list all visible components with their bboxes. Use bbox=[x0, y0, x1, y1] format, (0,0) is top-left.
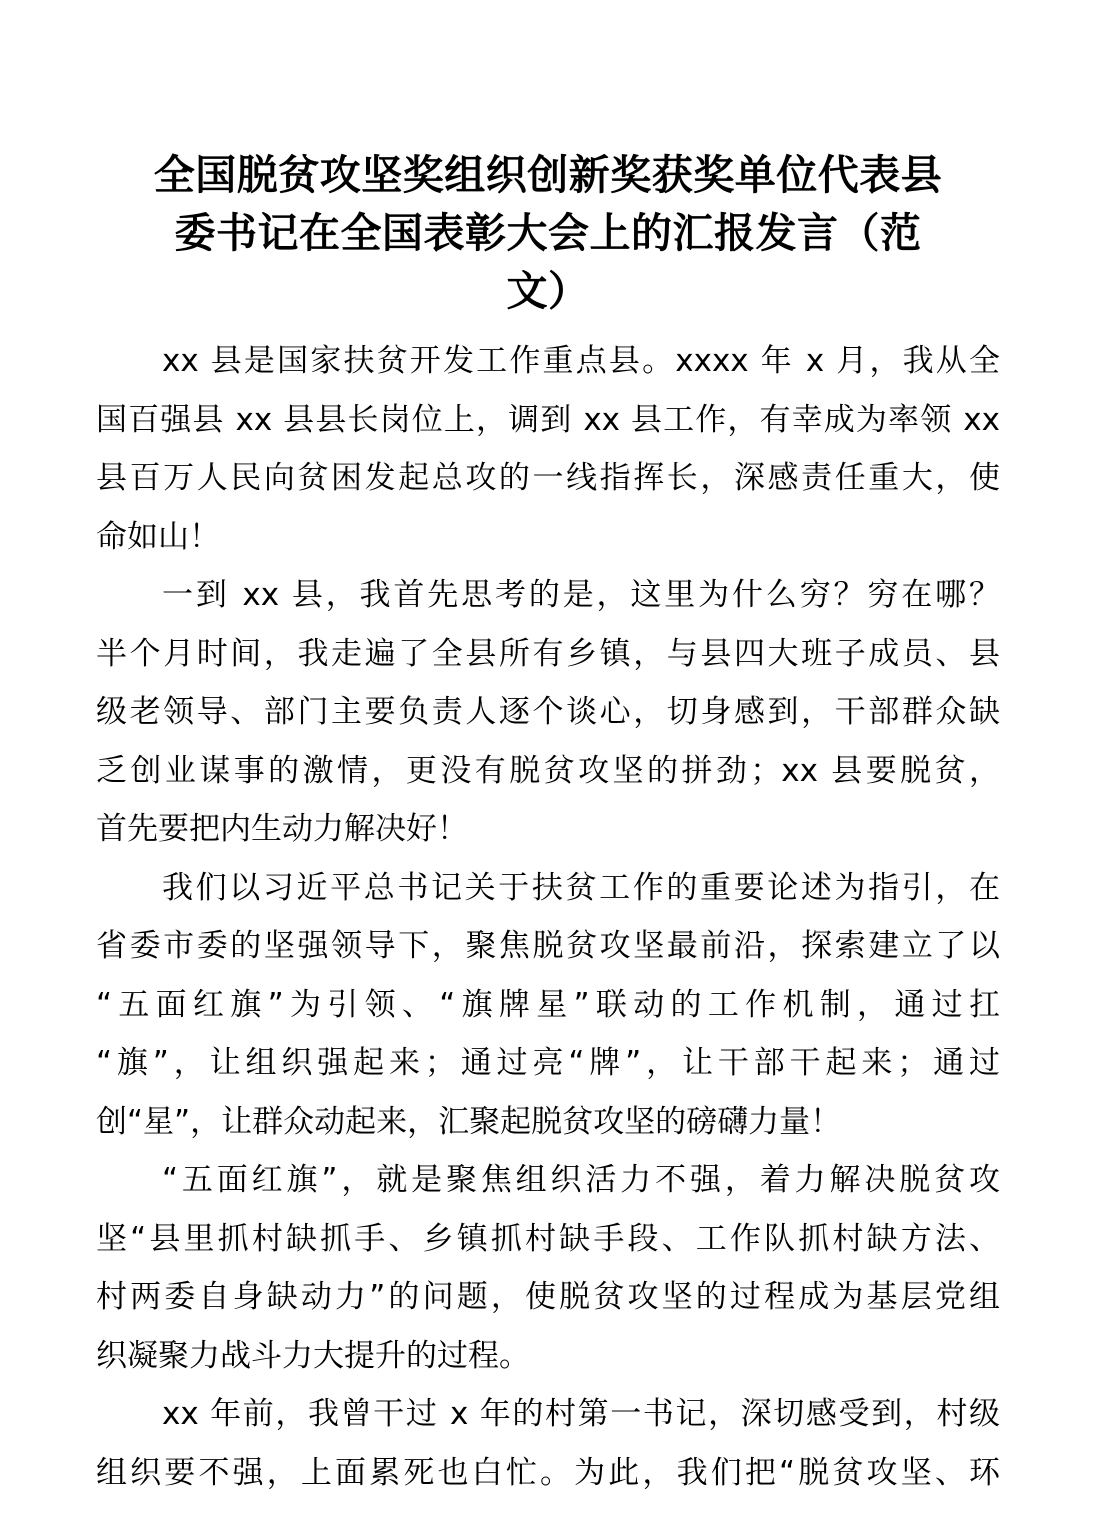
text-line: 坚“县里抓村缺抓手、乡镇抓村缺手段、工作队抓村缺方法、 bbox=[96, 1220, 1000, 1257]
text-line: xx 县是国家扶贫开发工作重点县。xxxx 年 x 月，我从全 bbox=[162, 343, 1000, 379]
text-line: 组织要不强，上面累死也白忙。为此，我们把“脱贫攻坚、环 bbox=[96, 1454, 1000, 1491]
paragraph bbox=[96, 859, 1000, 1152]
text-line: 首先要把内生动力解决好！ bbox=[96, 811, 468, 847]
text-line: 县百万人民向贫困发起总攻的一线指挥长，深感责任重大，使 bbox=[96, 460, 1000, 496]
paragraph bbox=[96, 332, 1000, 566]
title-line: 委书记在全国表彰大会上的汇报发言（范 bbox=[174, 209, 922, 257]
text-line: 命如山！ bbox=[96, 518, 220, 555]
title-line: 文） bbox=[506, 267, 590, 315]
text-line: 一到 xx 县，我首先思考的是，这里为什么穷？穷在哪？ bbox=[162, 577, 1000, 613]
paragraph bbox=[96, 566, 1000, 859]
paragraph bbox=[96, 1385, 1000, 1502]
text-line: “五面红旗”，就是聚焦组织活力不强，着力解决脱贫攻 bbox=[162, 1162, 1000, 1198]
paragraph bbox=[96, 1151, 1000, 1385]
text-line: “五面红旗”为引领、“旗牌星”联动的工作机制，通过扛 bbox=[96, 986, 1000, 1023]
text-line: 半个月时间，我走遍了全县所有乡镇，与县四大班子成员、县 bbox=[96, 635, 1000, 672]
text-line: 织凝聚力战斗力大提升的过程。 bbox=[96, 1337, 530, 1374]
text-line: 乏创业谋事的激情，更没有脱贫攻坚的拼劲；xx 县要脱贫， bbox=[96, 752, 1000, 789]
text-line: 级老领导、部门主要负责人逐个谈心，切身感到，干部群众缺 bbox=[96, 694, 1000, 730]
text-line: 省委市委的坚强领导下，聚焦脱贫攻坚最前沿，探索建立了以 bbox=[96, 928, 1000, 964]
text-line: xx 年前，我曾干过 x 年的村第一书记，深切感受到，村级 bbox=[162, 1396, 1000, 1432]
text-line: 村两委自身缺动力”的问题，使脱贫攻坚的过程成为基层党组 bbox=[96, 1279, 1000, 1315]
text-line: 国百强县 xx 县县长岗位上，调到 xx 县工作，有幸成为率领 xx bbox=[96, 401, 1000, 438]
text-line: 我们以习近平总书记关于扶贫工作的重要论述为指引，在 bbox=[162, 869, 1000, 906]
text-line: 创“星”，让群众动起来，汇聚起脱贫攻坚的磅礴力量！ bbox=[96, 1103, 842, 1140]
document-title bbox=[96, 146, 1000, 320]
text-line: “旗”，让组织强起来；通过亮“牌”，让干部干起来；通过 bbox=[96, 1045, 1000, 1081]
title-line: 全国脱贫攻坚奖组织创新奖获奖单位代表县 bbox=[153, 151, 943, 199]
document-body bbox=[96, 332, 1000, 1502]
